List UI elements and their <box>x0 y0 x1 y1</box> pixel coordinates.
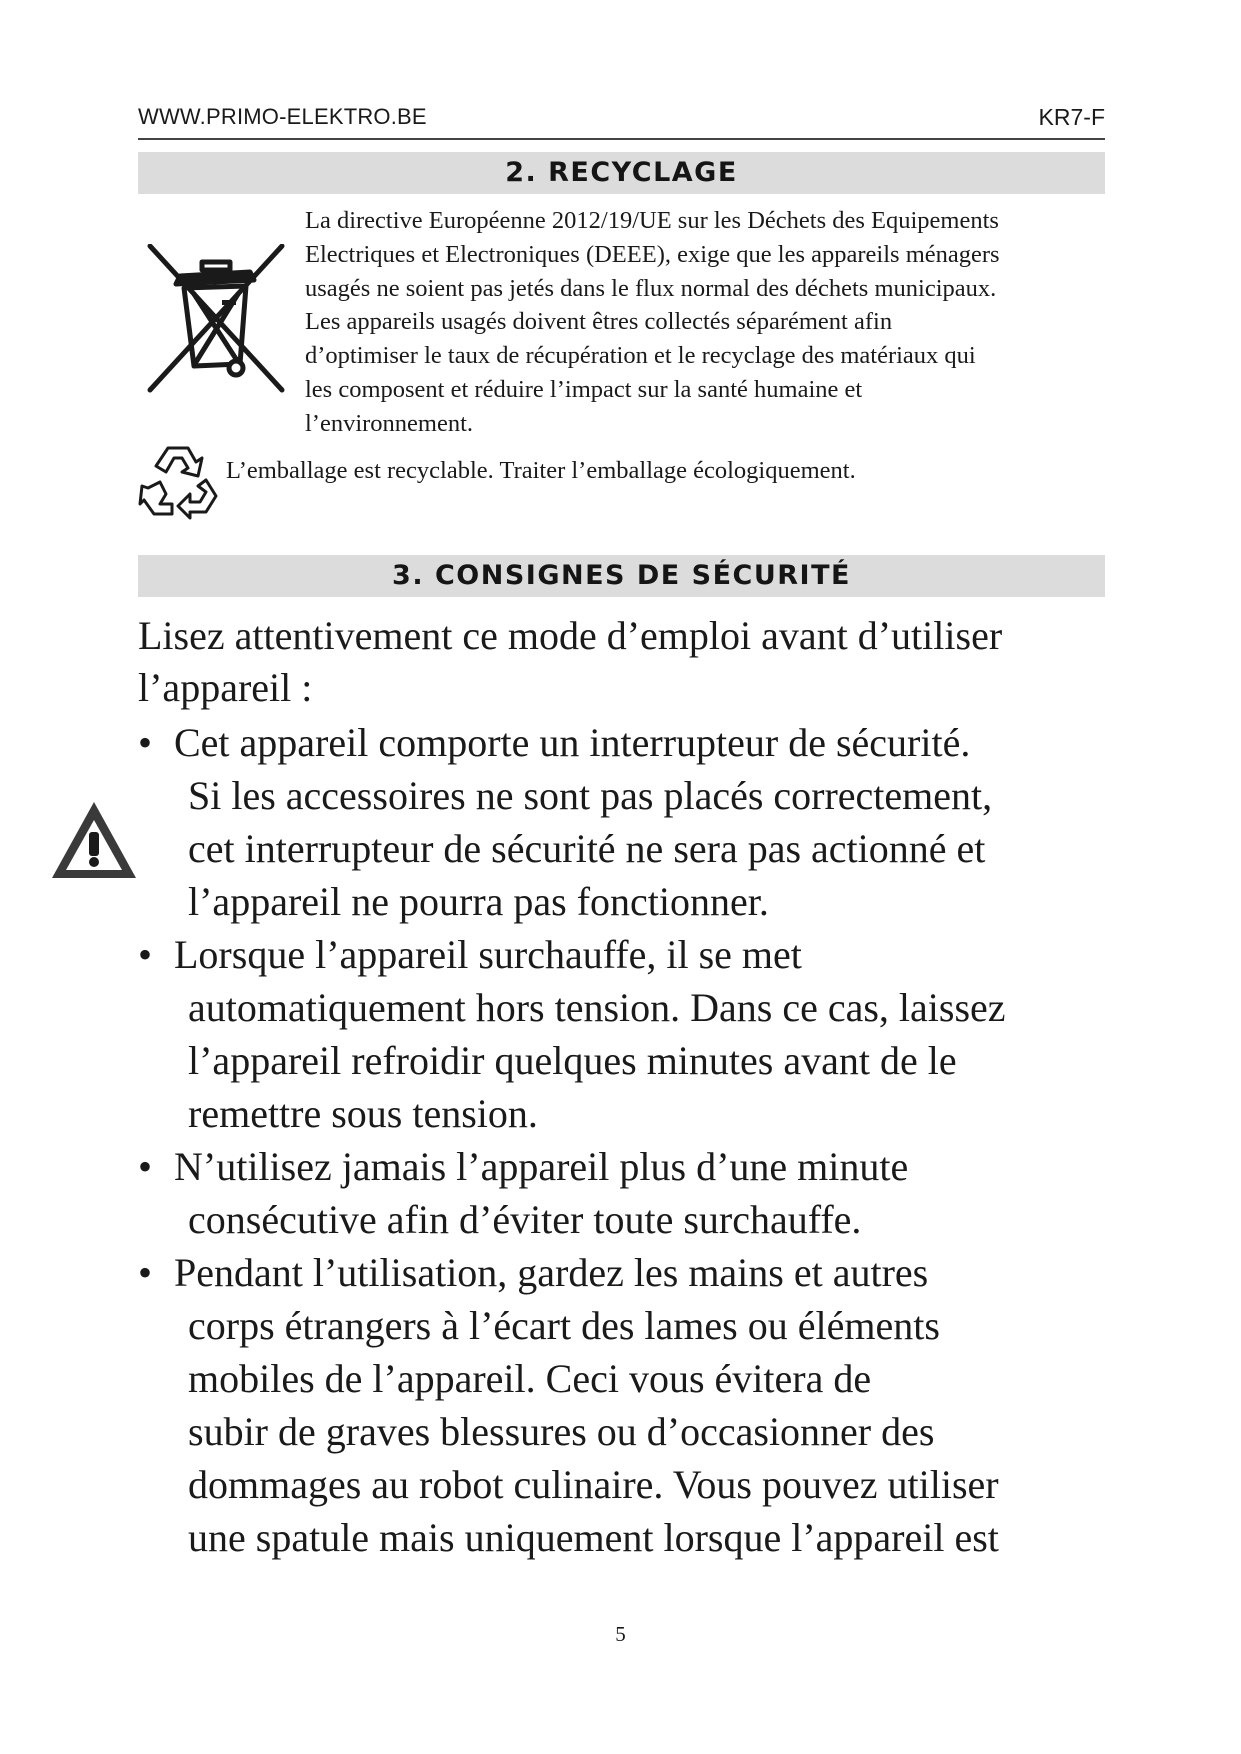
weee-line: l’environnement. <box>305 409 474 437</box>
section-title-recyclage: 2. RECYCLAGE <box>138 152 1105 194</box>
bullet-line: automatiquement hors tension. Dans ce cas, laissez <box>188 985 1006 1030</box>
safety-intro <box>138 610 1118 714</box>
recycle-icon <box>138 438 224 522</box>
weee-directive-paragraph <box>305 204 1105 441</box>
weee-line: La directive Européenne 2012/19/UE sur les Déchets des Equipements <box>305 207 999 234</box>
bullet-line: Lorsque l’appareil surchauffe, il se met <box>174 932 802 977</box>
list-item <box>138 928 1128 1140</box>
intro-line: Lisez attentivement ce mode d’emploi avant d’utiliser <box>138 613 1003 658</box>
weee-line: Electriques et Electroniques (DEEE), exige que les appareils ménagers <box>305 240 1000 268</box>
list-item <box>138 1140 1128 1246</box>
weee-line: d’optimiser le taux de récupération et le recyclage des matériaux qui <box>305 342 976 370</box>
warning-triangle-icon <box>48 798 140 882</box>
bullet-line: cet interrupteur de sécurité ne sera pas actionné et <box>188 826 986 871</box>
bullet-line: Pendant l’utilisation, gardez les mains et autres <box>174 1250 929 1295</box>
bullet-line: Si les accessoires ne sont pas placés correctement, <box>188 773 993 818</box>
bullet-line: l’appareil ne pourra pas fonctionner. <box>188 879 769 924</box>
bullet-dot: • <box>138 932 153 977</box>
weee-line: usagés ne soient pas jetés dans le flux normal des déchets municipaux. <box>305 274 997 302</box>
safety-bullet-list <box>138 716 1128 1564</box>
model-code: KR7-F <box>1038 104 1105 130</box>
list-item <box>138 1246 1128 1564</box>
bullet-dot: • <box>138 1144 153 1189</box>
crossed-out-bin-icon <box>146 244 286 404</box>
intro-line: l’appareil : <box>138 665 313 710</box>
bullet-line: corps étrangers à l’écart des lames ou éléments <box>188 1303 940 1348</box>
bullet-dot: • <box>138 720 153 765</box>
bullet-line: remettre sous tension. <box>188 1091 538 1136</box>
bullet-line: dommages au robot culinaire. Vous pouvez utiliser <box>188 1462 999 1507</box>
list-item <box>138 716 1128 928</box>
bullet-line: consécutive afin d’éviter toute surchauffe. <box>188 1197 862 1242</box>
header-divider <box>138 138 1105 140</box>
bullet-line: mobiles de l’appareil. Ceci vous évitera de <box>188 1356 872 1401</box>
bullet-line: N’utilisez jamais l’appareil plus d’une minute <box>174 1144 909 1189</box>
website-url: WWW.PRIMO-ELEKTRO.BE <box>138 104 427 129</box>
packaging-note: L’emballage est recyclable. Traiter l’emballage écologiquement. <box>226 457 856 484</box>
section-title-securite: 3. CONSIGNES DE SÉCURITÉ <box>138 555 1105 597</box>
bullet-line: l’appareil refroidir quelques minutes avant de le <box>188 1038 957 1083</box>
bullet-line: une spatule mais uniquement lorsque l’appareil est <box>188 1515 999 1560</box>
page-number: 5 <box>615 1622 626 1646</box>
bullet-line: subir de graves blessures ou d’occasionner des <box>188 1409 935 1454</box>
weee-line: Les appareils usagés doivent êtres collectés séparément afin <box>305 308 893 336</box>
bullet-dot: • <box>138 1250 153 1295</box>
weee-line: les composent et réduire l’impact sur la santé humaine et <box>305 375 863 403</box>
bullet-line: Cet appareil comporte un interrupteur de sécurité. <box>174 720 971 765</box>
